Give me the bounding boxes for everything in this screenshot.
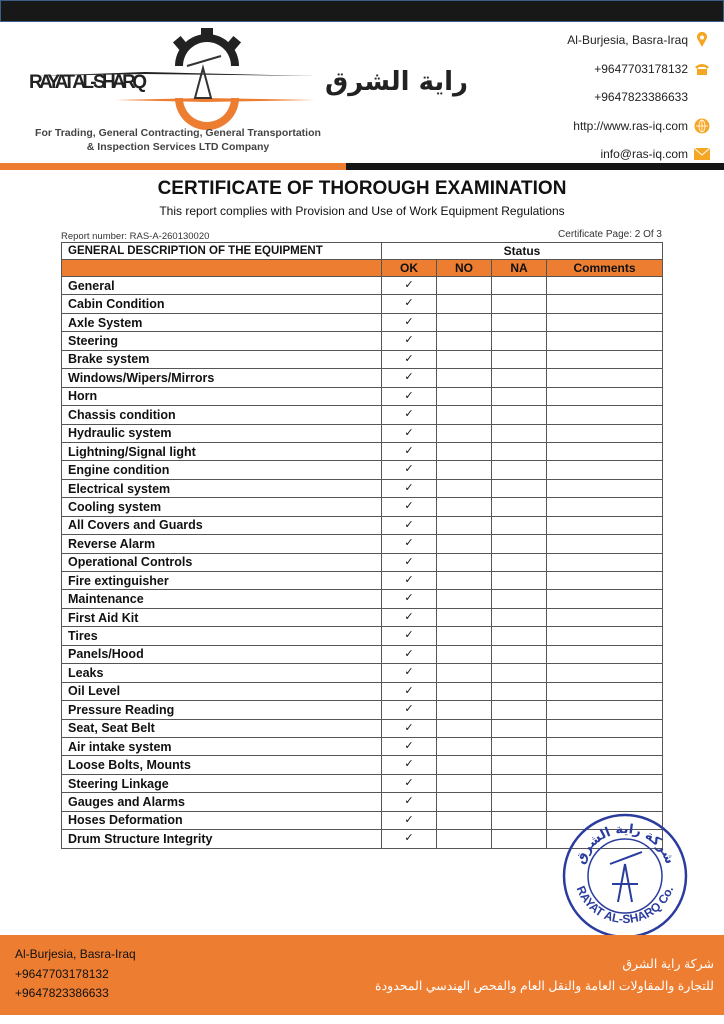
header-description: GENERAL DESCRIPTION OF THE EQUIPMENT xyxy=(62,243,382,260)
item-label: Brake system xyxy=(62,350,382,368)
ok-check: ✓ xyxy=(382,811,437,829)
table-row xyxy=(62,295,663,313)
tagline-line: For Trading, General Contracting, General Transportation xyxy=(35,127,321,139)
no-cell xyxy=(437,479,492,497)
inspection-table xyxy=(61,242,663,849)
no-cell xyxy=(437,442,492,460)
na-cell xyxy=(492,701,547,719)
na-cell xyxy=(492,793,547,811)
comments-cell xyxy=(547,516,663,534)
ok-check: ✓ xyxy=(382,406,437,424)
comments-cell xyxy=(547,645,663,663)
comments-cell xyxy=(547,313,663,331)
na-cell xyxy=(492,350,547,368)
table-row xyxy=(62,406,663,424)
ok-check: ✓ xyxy=(382,295,437,313)
item-label: Steering xyxy=(62,332,382,350)
ok-check: ✓ xyxy=(382,830,437,848)
na-cell xyxy=(492,553,547,571)
table-row xyxy=(62,627,663,645)
footer-address: Al-Burjesia, Basra-Iraq xyxy=(15,947,136,961)
comments-cell xyxy=(547,498,663,516)
no-cell xyxy=(437,811,492,829)
header-blank xyxy=(62,260,382,277)
table-row xyxy=(62,369,663,387)
na-cell xyxy=(492,313,547,331)
ok-check: ✓ xyxy=(382,719,437,737)
ok-check: ✓ xyxy=(382,774,437,792)
table-row xyxy=(62,737,663,755)
no-cell xyxy=(437,737,492,755)
table-row xyxy=(62,682,663,700)
comments-cell xyxy=(547,553,663,571)
item-label: Gauges and Alarms xyxy=(62,793,382,811)
no-cell xyxy=(437,590,492,608)
col-comments: Comments xyxy=(547,260,663,277)
item-label: Tires xyxy=(62,627,382,645)
na-cell xyxy=(492,498,547,516)
comments-cell xyxy=(547,719,663,737)
no-cell xyxy=(437,387,492,405)
table-row xyxy=(62,350,663,368)
col-ok: OK xyxy=(382,260,437,277)
item-label: Chassis condition xyxy=(62,406,382,424)
no-cell xyxy=(437,277,492,295)
table-row xyxy=(62,553,663,571)
item-label: Operational Controls xyxy=(62,553,382,571)
table-row xyxy=(62,387,663,405)
no-cell xyxy=(437,719,492,737)
ok-check: ✓ xyxy=(382,701,437,719)
certificate-page: Certificate Page: 2 Of 3 xyxy=(558,229,662,240)
table-row xyxy=(62,608,663,626)
no-cell xyxy=(437,461,492,479)
no-cell xyxy=(437,350,492,368)
ok-check: ✓ xyxy=(382,277,437,295)
na-cell xyxy=(492,406,547,424)
table-row xyxy=(62,664,663,682)
comments-cell xyxy=(547,701,663,719)
na-cell xyxy=(492,811,547,829)
table-row xyxy=(62,498,663,516)
svg-text:راية الشرق: راية الشرق xyxy=(325,67,469,97)
table-row xyxy=(62,332,663,350)
ok-check: ✓ xyxy=(382,461,437,479)
item-label: Engine condition xyxy=(62,461,382,479)
no-cell xyxy=(437,572,492,590)
na-cell xyxy=(492,332,547,350)
ok-check: ✓ xyxy=(382,627,437,645)
na-cell xyxy=(492,737,547,755)
ok-check: ✓ xyxy=(382,387,437,405)
comments-cell xyxy=(547,277,663,295)
footer-description-ar: للتجارة والمقاولات العامة والنقل العام والفحص الهندسي المحدودة xyxy=(375,979,714,993)
globe-icon xyxy=(694,118,710,134)
item-label: Cabin Condition xyxy=(62,295,382,313)
item-label: Steering Linkage xyxy=(62,774,382,792)
ok-check: ✓ xyxy=(382,572,437,590)
comments-cell xyxy=(547,608,663,626)
header-status: Status xyxy=(382,243,663,260)
no-cell xyxy=(437,332,492,350)
telephone-icon xyxy=(694,61,710,77)
svg-text:شركة راية الشرق: شركة راية الشرق xyxy=(572,821,678,867)
logo-text-en: RAYAT AL-SHARQ xyxy=(29,72,147,93)
col-na: NA xyxy=(492,260,547,277)
na-cell xyxy=(492,645,547,663)
na-cell xyxy=(492,774,547,792)
ok-check: ✓ xyxy=(382,682,437,700)
na-cell xyxy=(492,608,547,626)
item-label: Air intake system xyxy=(62,737,382,755)
envelope-icon xyxy=(694,146,710,162)
item-label: Electrical system xyxy=(62,479,382,497)
na-cell xyxy=(492,516,547,534)
na-cell xyxy=(492,682,547,700)
comments-cell xyxy=(547,350,663,368)
no-cell xyxy=(437,627,492,645)
ok-check: ✓ xyxy=(382,424,437,442)
no-cell xyxy=(437,608,492,626)
na-cell xyxy=(492,424,547,442)
no-cell xyxy=(437,645,492,663)
comments-cell xyxy=(547,406,663,424)
item-label: Loose Bolts, Mounts xyxy=(62,756,382,774)
footer-phone-2: +9647823386633 xyxy=(15,986,109,1000)
comments-cell xyxy=(547,535,663,553)
footer xyxy=(0,935,724,1015)
no-cell xyxy=(437,313,492,331)
no-cell xyxy=(437,756,492,774)
contact-phone-2 xyxy=(567,83,710,112)
ok-check: ✓ xyxy=(382,313,437,331)
no-cell xyxy=(437,406,492,424)
item-label: Drum Structure Integrity xyxy=(62,830,382,848)
table-row xyxy=(62,535,663,553)
tagline-line: & Inspection Services LTD Company xyxy=(86,141,270,153)
item-label: Hydraulic system xyxy=(62,424,382,442)
ok-check: ✓ xyxy=(382,590,437,608)
na-cell xyxy=(492,756,547,774)
comments-cell xyxy=(547,424,663,442)
ok-check: ✓ xyxy=(382,350,437,368)
no-cell xyxy=(437,553,492,571)
no-cell xyxy=(437,682,492,700)
table-row xyxy=(62,774,663,792)
item-label: Panels/Hood xyxy=(62,645,382,663)
comments-cell xyxy=(547,461,663,479)
na-cell xyxy=(492,442,547,460)
location-pin-icon xyxy=(694,32,710,48)
contact-text: +9647823386633 xyxy=(594,90,688,105)
item-label: First Aid Kit xyxy=(62,608,382,626)
table-row xyxy=(62,572,663,590)
contact-website[interactable] xyxy=(567,112,710,141)
document-title: CERTIFICATE OF THOROUGH EXAMINATION xyxy=(157,178,567,199)
ok-check: ✓ xyxy=(382,498,437,516)
comments-cell xyxy=(547,590,663,608)
no-cell xyxy=(437,424,492,442)
table-row xyxy=(62,442,663,460)
company-stamp xyxy=(560,812,690,940)
na-cell xyxy=(492,479,547,497)
na-cell xyxy=(492,277,547,295)
comments-cell xyxy=(547,737,663,755)
svg-text:RAYAT AL-SHARQ Co.: RAYAT AL-SHARQ Co. xyxy=(573,883,677,927)
website-link[interactable]: http://www.ras-iq.com xyxy=(573,118,688,133)
na-cell xyxy=(492,590,547,608)
na-cell xyxy=(492,719,547,737)
table-row xyxy=(62,645,663,663)
na-cell xyxy=(492,295,547,313)
table-row xyxy=(62,424,663,442)
ok-check: ✓ xyxy=(382,608,437,626)
ok-check: ✓ xyxy=(382,737,437,755)
header-divider xyxy=(0,163,724,170)
table-row xyxy=(62,313,663,331)
comments-cell xyxy=(547,627,663,645)
no-cell xyxy=(437,793,492,811)
table-row xyxy=(62,461,663,479)
comments-cell xyxy=(547,295,663,313)
table-row xyxy=(62,701,663,719)
no-cell xyxy=(437,535,492,553)
item-label: All Covers and Guards xyxy=(62,516,382,534)
comments-cell xyxy=(547,572,663,590)
comments-cell xyxy=(547,682,663,700)
item-label: Horn xyxy=(62,387,382,405)
ok-check: ✓ xyxy=(382,553,437,571)
ok-check: ✓ xyxy=(382,516,437,534)
comments-cell xyxy=(547,387,663,405)
no-cell xyxy=(437,516,492,534)
na-cell xyxy=(492,461,547,479)
top-bar xyxy=(0,0,724,22)
item-label: Reverse Alarm xyxy=(62,535,382,553)
footer-phone-1: +9647703178132 xyxy=(15,966,109,981)
no-cell xyxy=(437,295,492,313)
na-cell xyxy=(492,627,547,645)
no-cell xyxy=(437,830,492,848)
comments-cell xyxy=(547,774,663,792)
comments-cell xyxy=(547,793,663,811)
email-link[interactable]: info@ras-iq.com xyxy=(600,147,688,162)
item-label: Leaks xyxy=(62,664,382,682)
report-number: Report number: RAS-A-260130020 xyxy=(61,231,210,242)
item-label: Maintenance xyxy=(62,590,382,608)
table-row xyxy=(62,516,663,534)
no-cell xyxy=(437,498,492,516)
comments-cell xyxy=(547,756,663,774)
item-label: Oil Level xyxy=(62,682,382,700)
item-label: Seat, Seat Belt xyxy=(62,719,382,737)
table-row xyxy=(62,590,663,608)
na-cell xyxy=(492,369,547,387)
table-row xyxy=(62,719,663,737)
comments-cell xyxy=(547,332,663,350)
comments-cell xyxy=(547,442,663,460)
contact-phone-1 xyxy=(567,55,710,84)
item-label: Cooling system xyxy=(62,498,382,516)
na-cell xyxy=(492,387,547,405)
document-subtitle: This report complies with Provision and Use of Work Equipment Regulations xyxy=(159,204,565,218)
na-cell xyxy=(492,664,547,682)
company-tagline xyxy=(28,126,328,154)
ok-check: ✓ xyxy=(382,442,437,460)
ok-check: ✓ xyxy=(382,479,437,497)
comments-cell xyxy=(547,369,663,387)
item-label: Fire extinguisher xyxy=(62,572,382,590)
ok-check: ✓ xyxy=(382,369,437,387)
na-cell xyxy=(492,535,547,553)
no-cell xyxy=(437,664,492,682)
no-cell xyxy=(437,774,492,792)
table-row xyxy=(62,479,663,497)
no-cell xyxy=(437,369,492,387)
comments-cell xyxy=(547,664,663,682)
item-label: Axle System xyxy=(62,313,382,331)
contact-text: Al-Burjesia, Basra-Iraq xyxy=(567,33,688,48)
contact-address xyxy=(567,26,710,55)
ok-check: ✓ xyxy=(382,664,437,682)
comments-cell xyxy=(547,479,663,497)
ok-check: ✓ xyxy=(382,645,437,663)
item-label: Hoses Deformation xyxy=(62,811,382,829)
item-label: General xyxy=(62,277,382,295)
item-label: Windows/Wipers/Mirrors xyxy=(62,369,382,387)
contact-text: +9647703178132 xyxy=(594,61,688,76)
no-cell xyxy=(437,701,492,719)
item-label: Lightning/Signal light xyxy=(62,442,382,460)
ok-check: ✓ xyxy=(382,332,437,350)
ok-check: ✓ xyxy=(382,793,437,811)
na-cell xyxy=(492,572,547,590)
table-row xyxy=(62,756,663,774)
table-row xyxy=(62,793,663,811)
header-contacts xyxy=(567,26,710,169)
ok-check: ✓ xyxy=(382,756,437,774)
ok-check: ✓ xyxy=(382,535,437,553)
footer-company-ar: شركة راية الشرق xyxy=(622,957,714,971)
item-label: Pressure Reading xyxy=(62,701,382,719)
col-no: NO xyxy=(437,260,492,277)
table-row xyxy=(62,277,663,295)
na-cell xyxy=(492,830,547,848)
